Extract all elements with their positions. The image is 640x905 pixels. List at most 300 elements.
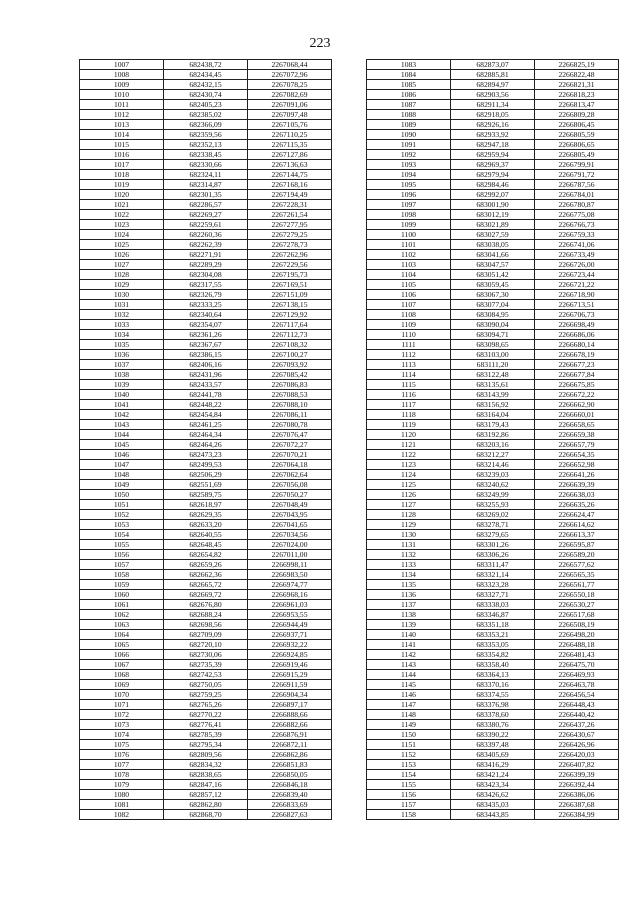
x-coordinate-cell: 682911,34 xyxy=(451,100,535,110)
point-number-cell: 1016 xyxy=(80,150,164,160)
point-number-cell: 1051 xyxy=(80,500,164,510)
y-coordinate-cell: 2266787,56 xyxy=(535,180,619,190)
x-coordinate-cell: 682589,75 xyxy=(164,490,248,500)
point-number-cell: 1028 xyxy=(80,270,164,280)
point-number-cell: 1110 xyxy=(367,330,451,340)
point-number-cell: 1008 xyxy=(80,70,164,80)
x-coordinate-cell: 683435,03 xyxy=(451,800,535,810)
x-coordinate-cell: 682304,08 xyxy=(164,270,248,280)
x-coordinate-cell: 682433,57 xyxy=(164,380,248,390)
y-coordinate-cell: 2267262,96 xyxy=(248,250,332,260)
table-row xyxy=(80,170,332,180)
x-coordinate-cell: 683376,98 xyxy=(451,700,535,710)
point-number-cell: 1019 xyxy=(80,180,164,190)
point-number-cell: 1108 xyxy=(367,310,451,320)
point-number-cell: 1080 xyxy=(80,790,164,800)
point-number-cell: 1109 xyxy=(367,320,451,330)
y-coordinate-cell: 2266944,49 xyxy=(248,620,332,630)
point-number-cell: 1068 xyxy=(80,670,164,680)
point-number-cell: 1118 xyxy=(367,410,451,420)
page-number: 223 xyxy=(309,36,331,51)
y-coordinate-cell: 2267088,53 xyxy=(248,390,332,400)
point-number-cell: 1123 xyxy=(367,460,451,470)
y-coordinate-cell: 2267127,86 xyxy=(248,150,332,160)
y-coordinate-cell: 2266809,28 xyxy=(535,110,619,120)
point-number-cell: 1097 xyxy=(367,200,451,210)
point-number-cell: 1075 xyxy=(80,740,164,750)
y-coordinate-cell: 2266658,65 xyxy=(535,420,619,430)
x-coordinate-cell: 683192,86 xyxy=(451,430,535,440)
y-coordinate-cell: 2266498,20 xyxy=(535,630,619,640)
y-coordinate-cell: 2267261,54 xyxy=(248,210,332,220)
y-coordinate-cell: 2267279,25 xyxy=(248,230,332,240)
y-coordinate-cell: 2266813,47 xyxy=(535,100,619,110)
table-row xyxy=(80,160,332,170)
y-coordinate-cell: 2266407,82 xyxy=(535,760,619,770)
x-coordinate-cell: 683164,04 xyxy=(451,410,535,420)
y-coordinate-cell: 2266613,37 xyxy=(535,530,619,540)
point-number-cell: 1152 xyxy=(367,750,451,760)
point-number-cell: 1111 xyxy=(367,340,451,350)
x-coordinate-cell: 682340,64 xyxy=(164,310,248,320)
table-row xyxy=(80,130,332,140)
table-row xyxy=(80,590,332,600)
table-row xyxy=(80,520,332,530)
x-coordinate-cell: 682770,22 xyxy=(164,710,248,720)
y-coordinate-cell: 2267034,56 xyxy=(248,530,332,540)
x-coordinate-cell: 683378,60 xyxy=(451,710,535,720)
y-coordinate-cell: 2267112,73 xyxy=(248,330,332,340)
x-coordinate-cell: 682640,55 xyxy=(164,530,248,540)
point-number-cell: 1041 xyxy=(80,400,164,410)
x-coordinate-cell: 683143,99 xyxy=(451,390,535,400)
table-row xyxy=(80,70,332,80)
y-coordinate-cell: 2266937,71 xyxy=(248,630,332,640)
table-row xyxy=(80,800,332,810)
point-number-cell: 1096 xyxy=(367,190,451,200)
y-coordinate-cell: 2266805,59 xyxy=(535,130,619,140)
y-coordinate-cell: 2267110,25 xyxy=(248,130,332,140)
x-coordinate-cell: 682361,26 xyxy=(164,330,248,340)
y-coordinate-cell: 2266561,77 xyxy=(535,580,619,590)
y-coordinate-cell: 2267093,92 xyxy=(248,360,332,370)
y-coordinate-cell: 2266822,48 xyxy=(535,70,619,80)
table-row xyxy=(367,370,619,380)
point-number-cell: 1044 xyxy=(80,430,164,440)
y-coordinate-cell: 2266911,59 xyxy=(248,680,332,690)
x-coordinate-cell: 683311,47 xyxy=(451,560,535,570)
x-coordinate-cell: 682776,41 xyxy=(164,720,248,730)
x-coordinate-cell: 682314,87 xyxy=(164,180,248,190)
point-number-cell: 1045 xyxy=(80,440,164,450)
coordinates-table-left xyxy=(79,59,332,820)
table-row xyxy=(80,190,332,200)
x-coordinate-cell: 682286,57 xyxy=(164,200,248,210)
y-coordinate-cell: 2267070,21 xyxy=(248,450,332,460)
point-number-cell: 1011 xyxy=(80,100,164,110)
y-coordinate-cell: 2266448,43 xyxy=(535,700,619,710)
table-row xyxy=(80,580,332,590)
point-number-cell: 1038 xyxy=(80,370,164,380)
table-row xyxy=(80,610,332,620)
y-coordinate-cell: 2266780,87 xyxy=(535,200,619,210)
x-coordinate-cell: 682857,12 xyxy=(164,790,248,800)
x-coordinate-cell: 682742,53 xyxy=(164,670,248,680)
x-coordinate-cell: 682434,45 xyxy=(164,70,248,80)
y-coordinate-cell: 2266924,85 xyxy=(248,650,332,660)
table-row xyxy=(367,410,619,420)
y-coordinate-cell: 2266784,01 xyxy=(535,190,619,200)
point-number-cell: 1106 xyxy=(367,290,451,300)
y-coordinate-cell: 2266488,18 xyxy=(535,640,619,650)
y-coordinate-cell: 2266833,69 xyxy=(248,800,332,810)
x-coordinate-cell: 682847,16 xyxy=(164,780,248,790)
y-coordinate-cell: 2266657,79 xyxy=(535,440,619,450)
point-number-cell: 1074 xyxy=(80,730,164,740)
point-number-cell: 1058 xyxy=(80,570,164,580)
table-row xyxy=(80,770,332,780)
y-coordinate-cell: 2266456,54 xyxy=(535,690,619,700)
point-number-cell: 1022 xyxy=(80,210,164,220)
y-coordinate-cell: 2266508,19 xyxy=(535,620,619,630)
table-row xyxy=(80,240,332,250)
point-number-cell: 1117 xyxy=(367,400,451,410)
point-number-cell: 1102 xyxy=(367,250,451,260)
table-row xyxy=(80,690,332,700)
y-coordinate-cell: 2267169,51 xyxy=(248,280,332,290)
x-coordinate-cell: 682551,69 xyxy=(164,480,248,490)
x-coordinate-cell: 682868,70 xyxy=(164,810,248,820)
table-row xyxy=(367,690,619,700)
x-coordinate-cell: 683354,82 xyxy=(451,650,535,660)
table-row xyxy=(367,100,619,110)
y-coordinate-cell: 2266680,14 xyxy=(535,340,619,350)
point-number-cell: 1092 xyxy=(367,150,451,160)
y-coordinate-cell: 2266805,49 xyxy=(535,150,619,160)
table-row xyxy=(367,670,619,680)
point-number-cell: 1050 xyxy=(80,490,164,500)
table-row xyxy=(367,230,619,240)
y-coordinate-cell: 2266437,26 xyxy=(535,720,619,730)
x-coordinate-cell: 683364,13 xyxy=(451,670,535,680)
x-coordinate-cell: 683374,55 xyxy=(451,690,535,700)
y-coordinate-cell: 2266851,83 xyxy=(248,760,332,770)
table-row xyxy=(367,470,619,480)
point-number-cell: 1130 xyxy=(367,530,451,540)
table-row xyxy=(367,630,619,640)
table-row xyxy=(367,260,619,270)
table-row xyxy=(80,500,332,510)
y-coordinate-cell: 2266675,85 xyxy=(535,380,619,390)
x-coordinate-cell: 682301,35 xyxy=(164,190,248,200)
point-number-cell: 1150 xyxy=(367,730,451,740)
x-coordinate-cell: 683111,20 xyxy=(451,360,535,370)
table-row xyxy=(367,210,619,220)
y-coordinate-cell: 2267024,00 xyxy=(248,540,332,550)
x-coordinate-cell: 682438,72 xyxy=(164,60,248,70)
y-coordinate-cell: 2266399,39 xyxy=(535,770,619,780)
y-coordinate-cell: 2266862,86 xyxy=(248,750,332,760)
point-number-cell: 1101 xyxy=(367,240,451,250)
table-row xyxy=(80,780,332,790)
point-number-cell: 1099 xyxy=(367,220,451,230)
x-coordinate-cell: 683239,03 xyxy=(451,470,535,480)
point-number-cell: 1142 xyxy=(367,650,451,660)
x-coordinate-cell: 683301,26 xyxy=(451,540,535,550)
table-row xyxy=(80,420,332,430)
table-row xyxy=(367,480,619,490)
table-row xyxy=(367,640,619,650)
y-coordinate-cell: 2266475,70 xyxy=(535,660,619,670)
table-row xyxy=(80,640,332,650)
x-coordinate-cell: 683051,42 xyxy=(451,270,535,280)
point-number-cell: 1076 xyxy=(80,750,164,760)
x-coordinate-cell: 682629,35 xyxy=(164,510,248,520)
y-coordinate-cell: 2267097,48 xyxy=(248,110,332,120)
y-coordinate-cell: 2266791,72 xyxy=(535,170,619,180)
y-coordinate-cell: 2267068,44 xyxy=(248,60,332,70)
x-coordinate-cell: 682795,34 xyxy=(164,740,248,750)
y-coordinate-cell: 2267076,47 xyxy=(248,430,332,440)
point-number-cell: 1081 xyxy=(80,800,164,810)
x-coordinate-cell: 683279,65 xyxy=(451,530,535,540)
x-coordinate-cell: 682885,81 xyxy=(451,70,535,80)
point-number-cell: 1157 xyxy=(367,800,451,810)
y-coordinate-cell: 2266718,90 xyxy=(535,290,619,300)
point-number-cell: 1105 xyxy=(367,280,451,290)
x-coordinate-cell: 683351,18 xyxy=(451,620,535,630)
point-number-cell: 1062 xyxy=(80,610,164,620)
table-row xyxy=(367,770,619,780)
y-coordinate-cell: 2266614,62 xyxy=(535,520,619,530)
point-number-cell: 1134 xyxy=(367,570,451,580)
point-number-cell: 1061 xyxy=(80,600,164,610)
table-row xyxy=(80,320,332,330)
table-row xyxy=(367,150,619,160)
x-coordinate-cell: 682386,15 xyxy=(164,350,248,360)
y-coordinate-cell: 2266932,22 xyxy=(248,640,332,650)
point-number-cell: 1084 xyxy=(367,70,451,80)
y-coordinate-cell: 2266430,67 xyxy=(535,730,619,740)
table-row xyxy=(80,270,332,280)
table-row xyxy=(80,540,332,550)
table-row xyxy=(367,120,619,130)
table-row xyxy=(367,500,619,510)
point-number-cell: 1133 xyxy=(367,560,451,570)
point-number-cell: 1009 xyxy=(80,80,164,90)
x-coordinate-cell: 683214,46 xyxy=(451,460,535,470)
y-coordinate-cell: 2266721,22 xyxy=(535,280,619,290)
table-row xyxy=(80,290,332,300)
point-number-cell: 1021 xyxy=(80,200,164,210)
x-coordinate-cell: 682464,34 xyxy=(164,430,248,440)
table-row xyxy=(367,310,619,320)
x-coordinate-cell: 683249,99 xyxy=(451,490,535,500)
point-number-cell: 1088 xyxy=(367,110,451,120)
y-coordinate-cell: 2266919,46 xyxy=(248,660,332,670)
x-coordinate-cell: 682665,72 xyxy=(164,580,248,590)
x-coordinate-cell: 683047,57 xyxy=(451,260,535,270)
point-number-cell: 1156 xyxy=(367,790,451,800)
point-number-cell: 1144 xyxy=(367,670,451,680)
table-row xyxy=(367,450,619,460)
x-coordinate-cell: 682618,97 xyxy=(164,500,248,510)
table-row xyxy=(80,150,332,160)
point-number-cell: 1104 xyxy=(367,270,451,280)
y-coordinate-cell: 2267078,25 xyxy=(248,80,332,90)
point-number-cell: 1039 xyxy=(80,380,164,390)
point-number-cell: 1114 xyxy=(367,370,451,380)
point-number-cell: 1135 xyxy=(367,580,451,590)
table-row xyxy=(367,620,619,630)
y-coordinate-cell: 2266440,42 xyxy=(535,710,619,720)
table-row xyxy=(367,70,619,80)
point-number-cell: 1151 xyxy=(367,740,451,750)
y-coordinate-cell: 2266726,00 xyxy=(535,260,619,270)
table-row xyxy=(367,180,619,190)
x-coordinate-cell: 683306,26 xyxy=(451,550,535,560)
point-number-cell: 1077 xyxy=(80,760,164,770)
y-coordinate-cell: 2267086,83 xyxy=(248,380,332,390)
point-number-cell: 1100 xyxy=(367,230,451,240)
y-coordinate-cell: 2267011,00 xyxy=(248,550,332,560)
y-coordinate-cell: 2267138,15 xyxy=(248,300,332,310)
point-number-cell: 1119 xyxy=(367,420,451,430)
table-row xyxy=(367,420,619,430)
y-coordinate-cell: 2266463,78 xyxy=(535,680,619,690)
point-number-cell: 1139 xyxy=(367,620,451,630)
point-number-cell: 1094 xyxy=(367,170,451,180)
y-coordinate-cell: 2266983,50 xyxy=(248,570,332,580)
y-coordinate-cell: 2267088,10 xyxy=(248,400,332,410)
x-coordinate-cell: 682862,80 xyxy=(164,800,248,810)
x-coordinate-cell: 683358,40 xyxy=(451,660,535,670)
x-coordinate-cell: 682659,26 xyxy=(164,560,248,570)
table-row xyxy=(367,430,619,440)
point-number-cell: 1067 xyxy=(80,660,164,670)
table-row xyxy=(80,740,332,750)
x-coordinate-cell: 683041,66 xyxy=(451,250,535,260)
table-row xyxy=(367,550,619,560)
table-row xyxy=(367,560,619,570)
table-row xyxy=(80,810,332,820)
y-coordinate-cell: 2266825,19 xyxy=(535,60,619,70)
x-coordinate-cell: 683405,69 xyxy=(451,750,535,760)
y-coordinate-cell: 2266974,77 xyxy=(248,580,332,590)
point-number-cell: 1055 xyxy=(80,540,164,550)
table-row xyxy=(367,360,619,370)
x-coordinate-cell: 683353,21 xyxy=(451,630,535,640)
y-coordinate-cell: 2266850,05 xyxy=(248,770,332,780)
table-row xyxy=(367,390,619,400)
x-coordinate-cell: 682873,07 xyxy=(451,60,535,70)
point-number-cell: 1089 xyxy=(367,120,451,130)
table-body-left xyxy=(80,60,332,820)
table-row xyxy=(367,650,619,660)
y-coordinate-cell: 2266595,87 xyxy=(535,540,619,550)
x-coordinate-cell: 682454,84 xyxy=(164,410,248,420)
point-number-cell: 1138 xyxy=(367,610,451,620)
y-coordinate-cell: 2266392,44 xyxy=(535,780,619,790)
point-number-cell: 1046 xyxy=(80,450,164,460)
y-coordinate-cell: 2267168,16 xyxy=(248,180,332,190)
point-number-cell: 1090 xyxy=(367,130,451,140)
x-coordinate-cell: 683278,71 xyxy=(451,520,535,530)
point-number-cell: 1060 xyxy=(80,590,164,600)
y-coordinate-cell: 2267144,75 xyxy=(248,170,332,180)
x-coordinate-cell: 683370,16 xyxy=(451,680,535,690)
y-coordinate-cell: 2266420,03 xyxy=(535,750,619,760)
point-number-cell: 1127 xyxy=(367,500,451,510)
x-coordinate-cell: 682324,11 xyxy=(164,170,248,180)
table-row xyxy=(367,340,619,350)
x-coordinate-cell: 682262,39 xyxy=(164,240,248,250)
table-row xyxy=(80,680,332,690)
table-row xyxy=(80,230,332,240)
x-coordinate-cell: 683094,71 xyxy=(451,330,535,340)
point-number-cell: 1113 xyxy=(367,360,451,370)
table-row xyxy=(80,710,332,720)
point-number-cell: 1091 xyxy=(367,140,451,150)
x-coordinate-cell: 682354,07 xyxy=(164,320,248,330)
table-row xyxy=(80,210,332,220)
x-coordinate-cell: 682464,26 xyxy=(164,440,248,450)
x-coordinate-cell: 683077,04 xyxy=(451,300,535,310)
table-row xyxy=(80,300,332,310)
table-row xyxy=(367,350,619,360)
table-row xyxy=(80,100,332,110)
x-coordinate-cell: 682926,16 xyxy=(451,120,535,130)
x-coordinate-cell: 682260,36 xyxy=(164,230,248,240)
table-row xyxy=(367,710,619,720)
point-number-cell: 1047 xyxy=(80,460,164,470)
point-number-cell: 1066 xyxy=(80,650,164,660)
x-coordinate-cell: 682366,09 xyxy=(164,120,248,130)
x-coordinate-cell: 682809,56 xyxy=(164,750,248,760)
y-coordinate-cell: 2267151,09 xyxy=(248,290,332,300)
y-coordinate-cell: 2266426,96 xyxy=(535,740,619,750)
point-number-cell: 1018 xyxy=(80,170,164,180)
table-row xyxy=(80,530,332,540)
x-coordinate-cell: 682406,16 xyxy=(164,360,248,370)
x-coordinate-cell: 682633,20 xyxy=(164,520,248,530)
point-number-cell: 1026 xyxy=(80,250,164,260)
point-number-cell: 1013 xyxy=(80,120,164,130)
y-coordinate-cell: 2267105,76 xyxy=(248,120,332,130)
y-coordinate-cell: 2267082,69 xyxy=(248,90,332,100)
x-coordinate-cell: 683323,28 xyxy=(451,580,535,590)
y-coordinate-cell: 2266713,51 xyxy=(535,300,619,310)
y-coordinate-cell: 2267229,56 xyxy=(248,260,332,270)
table-row xyxy=(367,780,619,790)
table-row xyxy=(80,760,332,770)
y-coordinate-cell: 2266818,23 xyxy=(535,90,619,100)
point-number-cell: 1126 xyxy=(367,490,451,500)
point-number-cell: 1153 xyxy=(367,760,451,770)
y-coordinate-cell: 2266638,03 xyxy=(535,490,619,500)
point-number-cell: 1057 xyxy=(80,560,164,570)
x-coordinate-cell: 683212,27 xyxy=(451,450,535,460)
y-coordinate-cell: 2266766,73 xyxy=(535,220,619,230)
table-row xyxy=(367,590,619,600)
y-coordinate-cell: 2266968,16 xyxy=(248,590,332,600)
x-coordinate-cell: 682405,23 xyxy=(164,100,248,110)
x-coordinate-cell: 683255,93 xyxy=(451,500,535,510)
table-row xyxy=(367,520,619,530)
x-coordinate-cell: 682432,15 xyxy=(164,80,248,90)
point-number-cell: 1147 xyxy=(367,700,451,710)
x-coordinate-cell: 682759,25 xyxy=(164,690,248,700)
